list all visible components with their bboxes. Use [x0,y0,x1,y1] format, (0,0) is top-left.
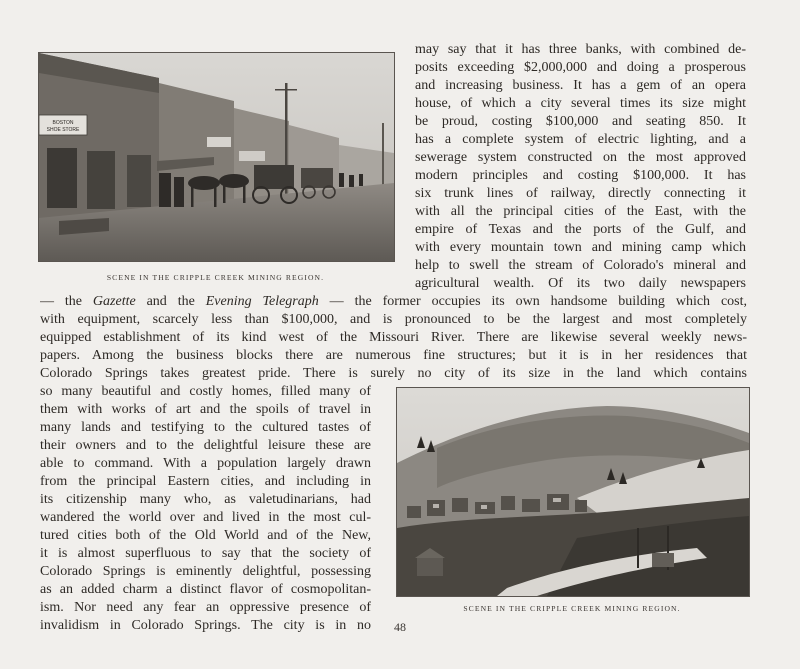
svg-text:SHOE STORE: SHOE STORE [46,127,80,133]
text-line: modern principles and costing $100,000. It has [415,168,746,183]
text-line: them with works of art and the spoils of travel in [40,402,371,417]
text-line: Colorado Springs takes greatest pride. There is surely no city of its size in the land which contains [40,366,747,381]
text-line: Colorado Springs is eminently delightful, possessing [40,564,371,579]
text-line: it is almost superfluous to say that the society of [40,546,371,561]
bottom-photo-caption: SCENE IN THE CRIPPLE CREEK MINING REGION. [463,604,681,613]
text-line: so many beautiful and costly homes, filled many of [40,384,371,399]
text-line: ism. Nor need any fear an oppressive presence of [40,600,371,615]
gazette-title: Gazette [92,294,136,309]
text-line: their owners and to the delightful leisure these are [40,438,371,453]
text-line: its citizenship many who, as valetudinarians, had [40,492,371,507]
street-scene-photo [38,52,395,262]
text-line: wandered the world over and lived in the most cul- [40,510,371,525]
text-line: and increasing business. It has a gem of an opera [415,78,746,93]
text-line: sewerage system constructed on the most approved [415,150,746,165]
evening-telegraph-title: Evening Telegraph [205,294,319,309]
top-photo-caption: SCENE IN THE CRIPPLE CREEK MINING REGION. [106,273,325,282]
text-line: with every mountain town and mining camp which [415,240,746,255]
text-line: tured cities both of the Old World and of the New, [40,528,371,543]
text-line: many lands and testifying to the cultured tastes of [40,420,371,435]
text-line: may say that it has three banks, with combined de- [415,42,746,57]
text-line: posits exceeding $2,000,000 and doing a prosperous [415,60,746,75]
text-line: help to swell the stream of Colorado's mineral and [415,258,746,273]
text-line: house, of which a city several times its size might [415,96,746,111]
text-line: six trunk lines of railway, directly connecting it [415,186,746,201]
text-line: as an added charm a distinct flavor of cosmopolitan- [40,582,371,597]
text-line: agricultural wealth. Of its two daily newspapers [415,276,746,291]
text-line: empire of Texas and the ports of the Gulf, and [415,222,746,237]
text-line: with equipment, scarcely less than $100,000, and is pronounced to be the largest and most completely [40,312,747,327]
text-line: — the Gazette and the Evening Telegraph — the former occupies its own handsome building which cost, [40,294,747,309]
mountain-town-photo [396,387,750,597]
store-sign-text: BOSTON [52,120,74,126]
text-line: equipped establishment of its kind west of the Missouri River. There are likewise several weekly news- [40,330,747,345]
page-number: 48 [394,620,406,634]
text-line: has a complete system of electric lighting, and a [415,132,746,147]
text-line: with all the principal cities of the East, with the [415,204,746,219]
text-line: invalidism in Colorado Springs. The city is in no [40,618,371,633]
text-line: from the principal Eastern cities, and including in [40,474,371,489]
text-line: be proud, costing $100,000 and seating 850. It [415,114,746,129]
text-line: able to command. With a population largely drawn [40,456,371,471]
text-line: papers. Among the business blocks there are numerous fine structures; but it is in her residences that [40,348,747,363]
